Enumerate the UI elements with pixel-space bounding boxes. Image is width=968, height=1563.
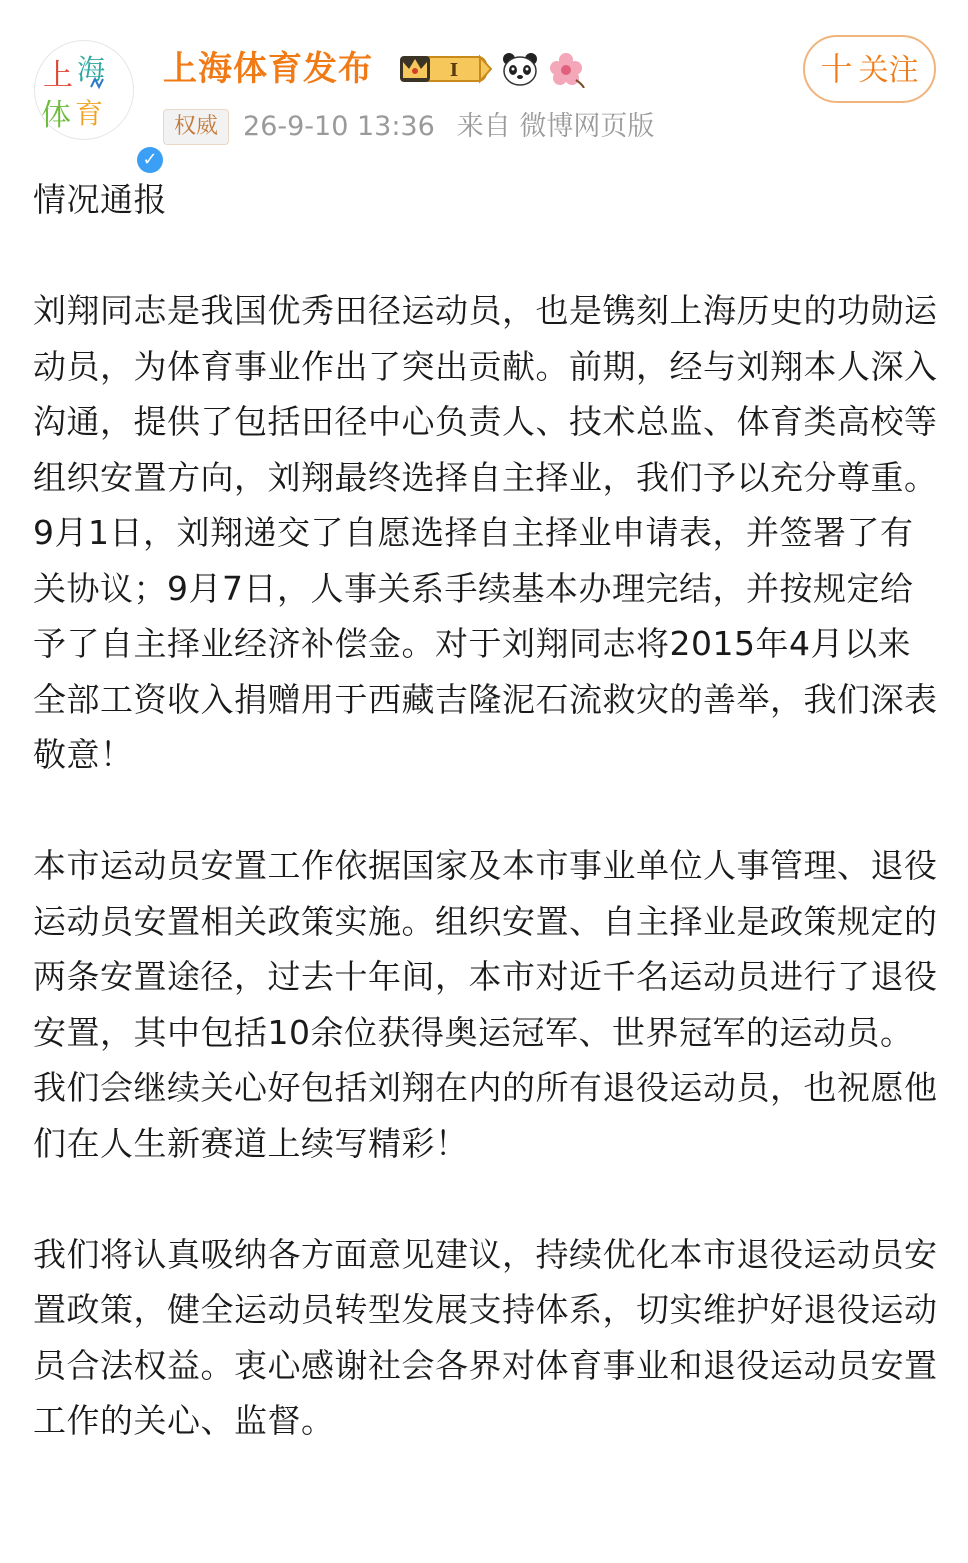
post-paragraph: 我们将认真吸纳各方面意见建议，持续优化本市退役运动员安置政策，健全运动员转型发展支持体系，切实维护好退役运动员合法权益。衷心感谢社会各界对体育事业和退役运动员安置工作的关心、监督。	[33, 1234, 938, 1440]
post-header	[0, 0, 968, 170]
post-paragraph: 本市运动员安置工作依据国家及本市事业单位人事管理、退役运动员安置相关政策实施。组织安置、自主择业是政策规定的两条安置途径，过去十年间，本市对近千名运动员进行了退役安置，其中包括10余位获得奥运冠军、世界冠军的运动员。我们会继续关心好包括刘翔在内的所有退役运动员，也祝愿他们在人生新赛道上续写精彩！	[33, 846, 938, 1163]
follow-label: 关注	[858, 53, 919, 88]
svg-text:体: 体	[41, 98, 71, 133]
verified-badge-icon: ✓	[135, 145, 165, 175]
crown-level-badge[interactable]	[398, 52, 492, 86]
post-paragraph: 刘翔同志是我国优秀田径运动员，也是镌刻上海历史的功勋运动员，为体育事业作出了突出贡献。前期，经与刘翔本人深入沟通，提供了包括田径中心负责人、技术总监、体育类高校等组织安置方向，刘翔最终选择自主择业，我们予以充分尊重。9月1日，刘翔递交了自愿选择自主择业申请表，并签署了有关协议；9月7日，人事关系手续基本办理完结，并按规定给予了自主择业经济补偿金。对于刘翔同志将2015年4月以来全部工资收入捐赠用于西藏吉隆泥石流救灾的善举，我们深表敬意！	[33, 291, 938, 774]
plus-icon: 十	[820, 50, 853, 88]
author-avatar[interactable]	[34, 40, 158, 170]
svg-text:育: 育	[75, 97, 104, 130]
svg-text:海: 海	[77, 53, 106, 86]
authority-tag: 权威	[163, 109, 229, 145]
avatar-logo-image	[35, 41, 133, 139]
post-content	[33, 172, 938, 1449]
panda-icon[interactable]	[500, 50, 540, 88]
follow-button[interactable]	[803, 35, 936, 103]
flower-icon[interactable]	[546, 50, 586, 88]
author-name[interactable]: 上海体育发布	[163, 49, 373, 89]
svg-text:上: 上	[43, 58, 73, 93]
post-meta	[163, 108, 654, 146]
post-title: 情况通报	[33, 180, 167, 219]
level-badge-text: I	[449, 60, 459, 81]
post-source: 来自 微博网页版	[456, 111, 655, 142]
post-time[interactable]: 26-9-10 13:36	[243, 111, 435, 142]
